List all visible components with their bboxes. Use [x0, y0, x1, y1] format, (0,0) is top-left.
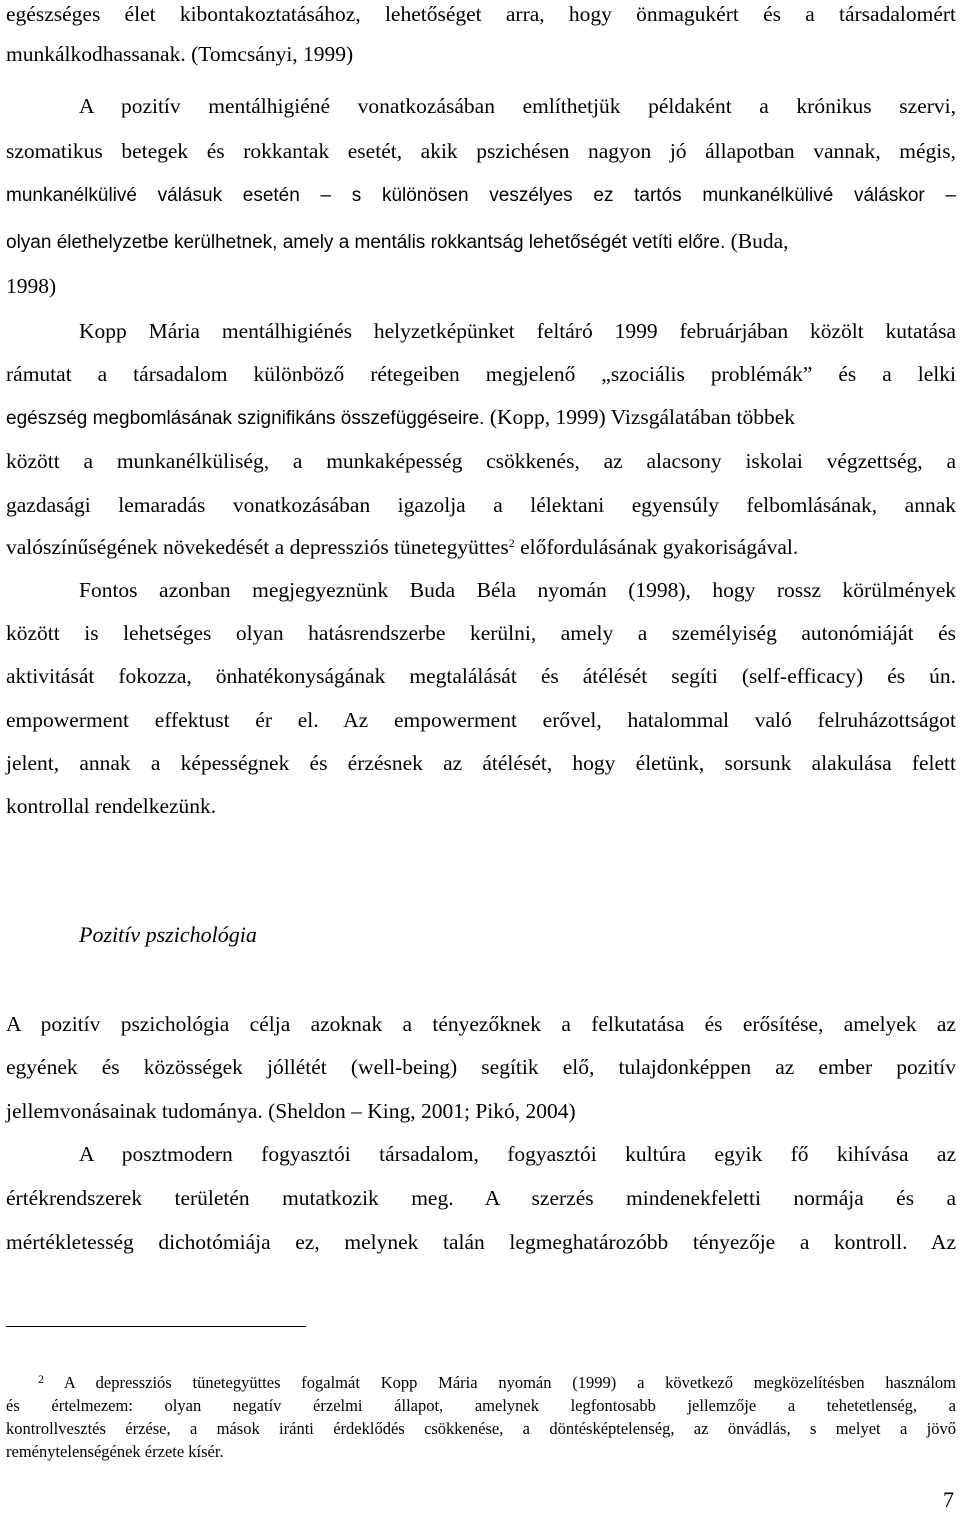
paragraph-3-line-6-end: előfordulásának gyakoriságával. — [514, 535, 799, 559]
paragraph-2-line-3: munkanélkülivé válásuk esetén – s különösen veszélyes ez tartós munkanélkülivé váláskor – — [6, 185, 956, 206]
paragraph-3-line-3 — [6, 403, 956, 433]
paragraph-2-line-4 — [6, 227, 956, 257]
paragraph-3-line-1: Kopp Mária mentálhigiénés helyzetképünket feltáró 1999 februárjában közölt kutatása — [79, 319, 956, 343]
footnote-line-2: és értelmezem: olyan negatív érzelmi állapot, amelynek legfontosabb jellemzője a tehetetlenség, a — [6, 1396, 956, 1415]
paragraph-1-line-1: egészséges élet kibontakoztatásához, lehetőséget arra, hogy önmagukért és a társadalomért — [6, 2, 956, 26]
footnote-line-3: kontrollvesztés érzése, a mások iránti érdeklődés csökkenése, a döntésképtelenség, az önvádlás, s melyet a jövő — [6, 1419, 956, 1438]
paragraph-6-line-1: A posztmodern fogyasztói társadalom, fogyasztói kultúra egyik fő kihívása az — [79, 1142, 956, 1166]
paragraph-3-line-6-text: valószínűségének növekedését a depressziós tünetegyüttes — [6, 535, 509, 559]
paragraph-6-line-2: értékrendszerek területén mutatkozik meg. A szerzés mindenekfeletti normája és a — [6, 1186, 956, 1210]
paragraph-6-line-3: mértékletesség dichotómiája ez, melynek talán legmeghatározóbb tényezője a kontroll. Az — [6, 1230, 956, 1254]
paragraph-3-line-3-text: egészség megbomlásának szignifikáns összefüggéseire. — [6, 408, 485, 429]
paragraph-4-line-3: aktivitását fokozza, önhatékonyságának megtalálását és átélését segíti (self-efficacy) és ún. — [6, 664, 956, 688]
paragraph-2-line-4-text: olyan élethelyzetbe kerülhetnek, amely a mentális rokkantság lehetőségét vetíti előre. — [6, 232, 726, 253]
paragraph-4-line-4: empowerment effektust ér el. Az empowerment erővel, hatalommal való felruházottságot — [6, 708, 956, 732]
footnote-reference: 2 — [508, 536, 515, 550]
paragraph-4-line-5: jelent, annak a képességnek és érzésnek az átélését, hogy életünk, sorsunk alakulása felett — [6, 751, 956, 775]
paragraph-2-line-1: A pozitív mentálhigiéné vonatkozásában említhetjük példaként a krónikus szervi, — [79, 94, 956, 118]
section-heading: Pozitív pszichológia — [79, 922, 257, 947]
footnote-line-1 — [38, 1372, 956, 1394]
paragraph-3-line-5: gazdasági lemaradás vonatkozásában igazolja a lélektani egyensúly felbomlásának, annak — [6, 493, 956, 517]
paragraph-5-line-2: egyének és közösségek jóllétét (well-being) segítik elő, tulajdonképpen az ember pozitív — [6, 1055, 956, 1079]
paragraph-3-line-4: között a munkanélküliség, a munkaképesség csökkenés, az alacsony iskolai végzettség, a — [6, 449, 956, 473]
paragraph-5-line-3: jellemvonásainak tudománya. (Sheldon – King, 2001; Pikó, 2004) — [6, 1099, 576, 1123]
paragraph-4-line-6: kontrollal rendelkezünk. — [6, 794, 217, 818]
paragraph-4-line-2: között is lehetséges olyan hatásrendszerbe kerülni, amely a személyiség autonómiáját és — [6, 621, 956, 645]
paragraph-3-line-2: rámutat a társadalom különböző rétegeiben megjelenő „szociális problémák” és a lelki — [6, 362, 956, 386]
paragraph-2-line-2: szomatikus betegek és rokkantak esetét, akik pszichésen nagyon jó állapotban vannak, mégis, — [6, 139, 956, 163]
page-number: 7 — [943, 1487, 954, 1512]
paragraph-2-line-5: 1998) — [6, 274, 57, 298]
citation-buda-1998: (Buda, — [725, 229, 789, 253]
paragraph-1-line-2: munkálkodhassanak. (Tomcsányi, 1999) — [6, 42, 354, 66]
footnote-line-4: reménytelenségének érzete kísér. — [6, 1442, 224, 1461]
citation-kopp-1999: (Kopp, 1999) Vizsgálatában többek — [484, 405, 796, 429]
footnote-separator — [6, 1326, 306, 1327]
footnote-marker: 2 — [38, 1372, 44, 1386]
paragraph-5-line-1: A pozitív pszichológia célja azoknak a tényezőknek a felkutatása és erősítése, amelyek az — [6, 1012, 956, 1036]
paragraph-3-line-6 — [6, 533, 956, 561]
footnote-line-1-text: A depressziós tünetegyüttes fogalmát Kopp Mária nyomán (1999) a következő megközelítésben használom — [44, 1373, 956, 1392]
paragraph-4-line-1: Fontos azonban megjegyeznünk Buda Béla nyomán (1998), hogy rossz körülmények — [79, 578, 956, 602]
